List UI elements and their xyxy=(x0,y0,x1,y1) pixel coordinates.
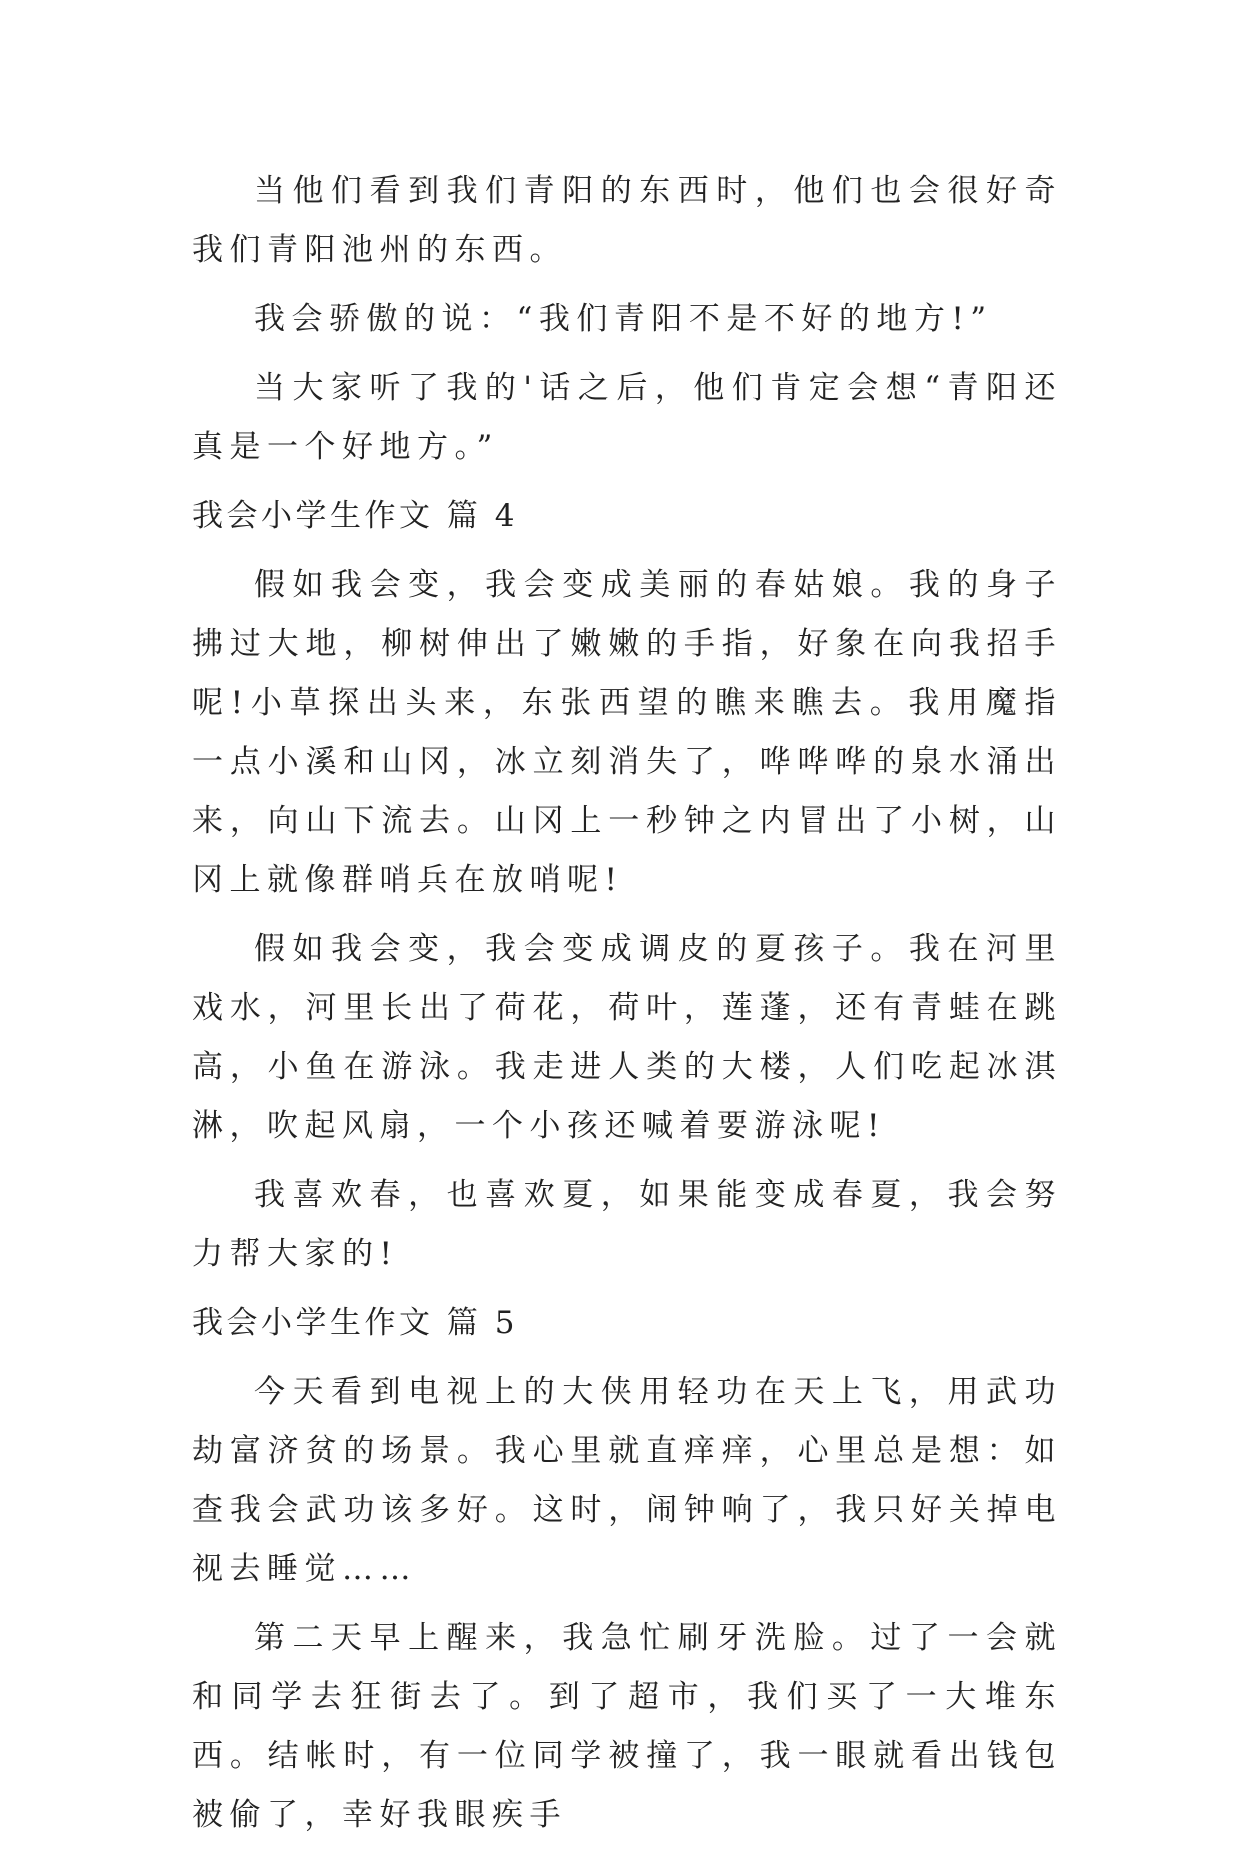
document-body xyxy=(192,162,1062,1855)
paragraph: 当大家听了我的'话之后，他们肯定会想“青阳还真是一个好地方。” xyxy=(192,370,1062,465)
paragraph: 今天看到电视上的大侠用轻功在天上飞，用武功劫富济贫的场景。我心里就直痒痒，心里总是想：如查我会武功该多好。这时，闹钟响了，我只好关掉电视去睡觉…… xyxy=(192,1374,1062,1587)
paragraph: 假如我会变，我会变成调皮的夏孩子。我在河里戏水，河里长出了荷花，荷叶，莲蓬，还有青蛙在跳高，小鱼在游泳。我走进人类的大楼，人们吃起冰淇淋，吹起风扇，一个小孩还喊着要游泳呢! xyxy=(192,931,1062,1144)
section-heading: 我会小学生作文 篇 4 xyxy=(192,498,518,534)
paragraph: 假如我会变，我会变成美丽的春姑娘。我的身子拂过大地，柳树伸出了嫩嫩的手指，好象在向我招手呢!小草探出头来，东张西望的瞧来瞧去。我用魔指一点小溪和山冈，冰立刻消失了，哗哗哗的泉水涌出来，向山下流去。山冈上一秒钟之内冒出了小树，山冈上就像群哨兵在放哨呢! xyxy=(192,567,1062,898)
paragraph: 当他们看到我们青阳的东西时，他们也会很好奇我们青阳池州的东西。 xyxy=(192,173,1062,268)
paragraph: 我喜欢春，也喜欢夏，如果能变成春夏，我会努力帮大家的! xyxy=(192,1177,1062,1272)
paragraph: 我会骄傲的说：“我们青阳不是不好的地方!” xyxy=(254,301,993,337)
section-heading: 我会小学生作文 篇 5 xyxy=(192,1305,518,1341)
paragraph: 第二天早上醒来，我急忙刷牙洗脸。过了一会就和同学去狂街去了。到了超市，我们买了一大堆东西。结帐时，有一位同学被撞了，我一眼就看出钱包被偷了，幸好我眼疾手 xyxy=(192,1620,1062,1833)
